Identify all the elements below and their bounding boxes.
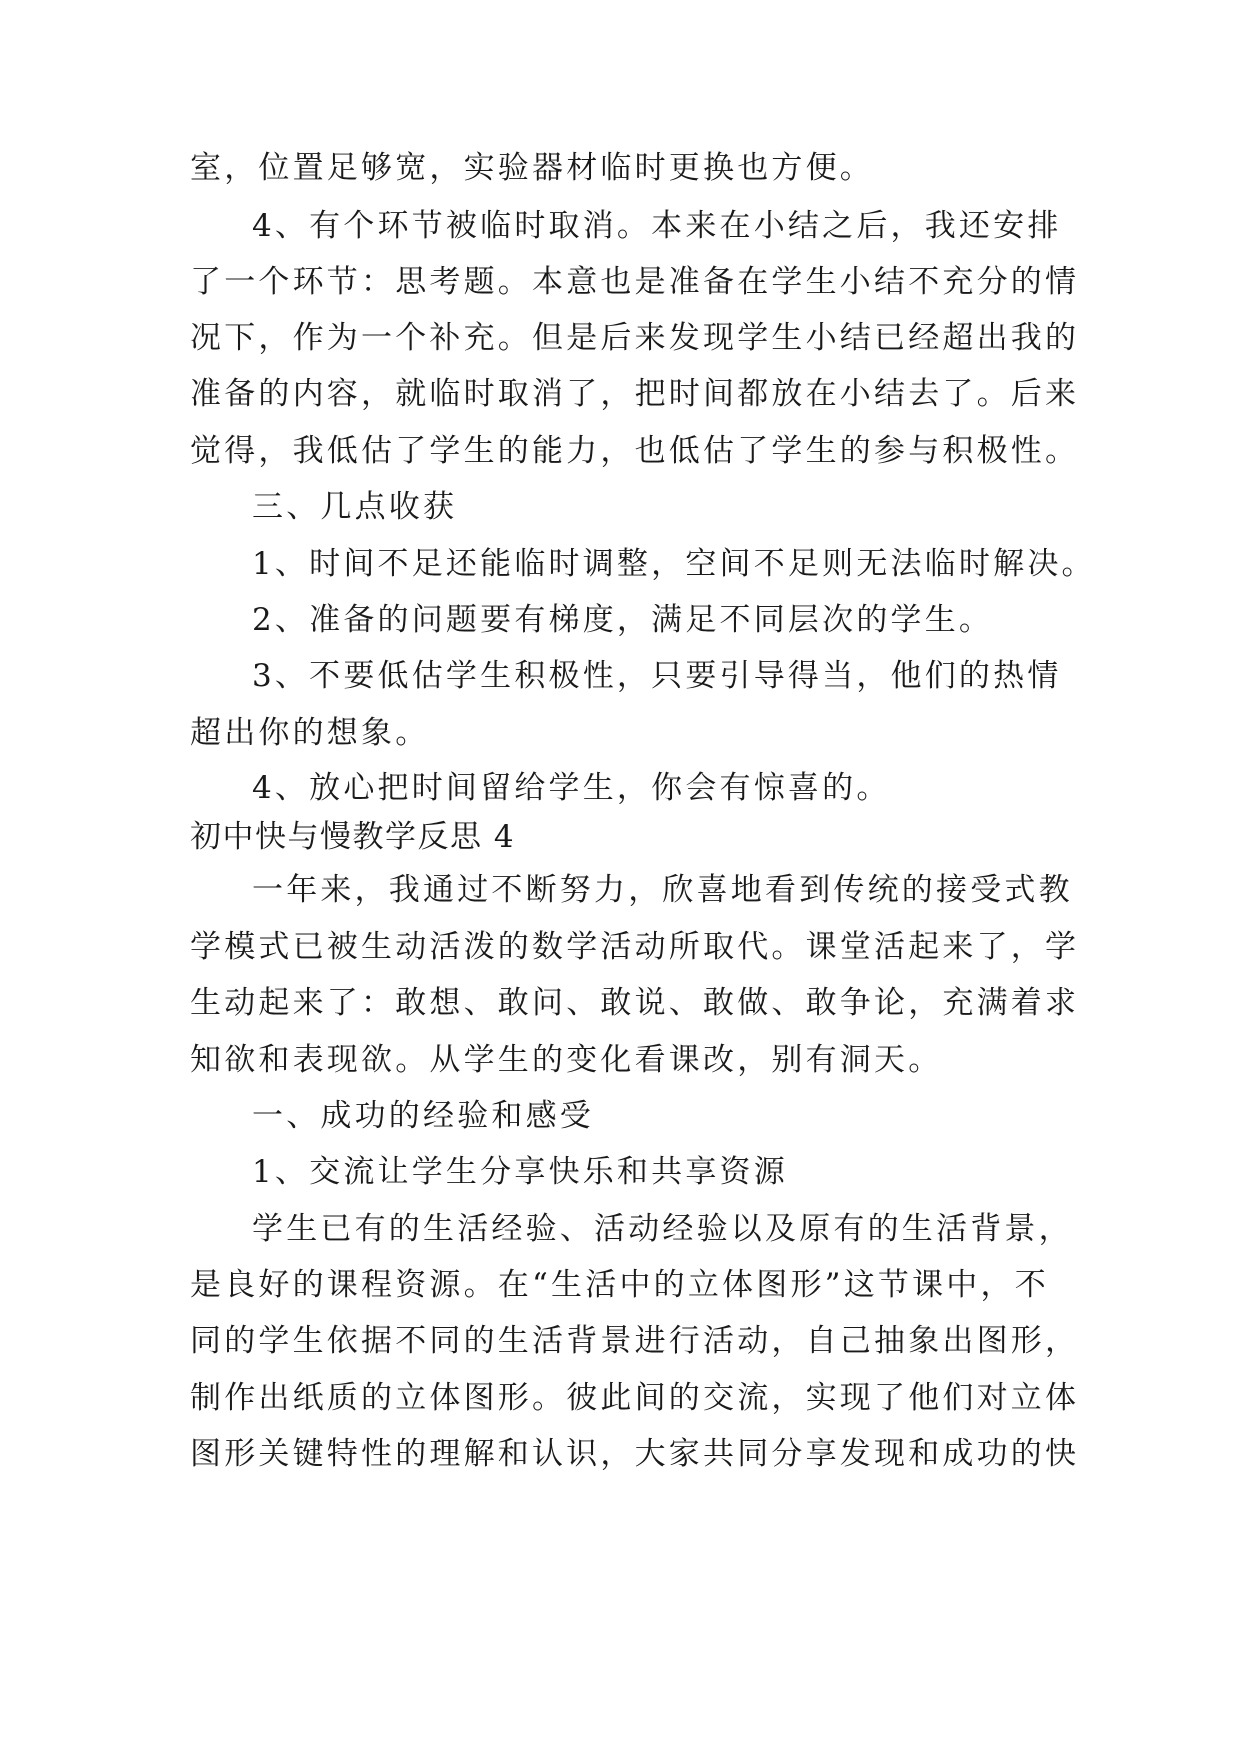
text-line: 生动起来了：敢想、敢问、敢说、敢做、敢争论，充满着求 — [190, 985, 1080, 1021]
text-line: 超出你的想象。 — [190, 715, 430, 751]
text-line: 4、有个环节被临时取消。本来在小结之后，我还安排 — [252, 208, 1062, 244]
text-line: 3、不要低估学生积极性，只要引导得当，他们的热情 — [252, 658, 1062, 694]
text-line: 是良好的课程资源。在“生活中的立体图形”这节课中，不 — [190, 1267, 1049, 1303]
text-line: 学模式已被生动活泼的数学活动所取代。课堂活起来了，学 — [190, 929, 1080, 965]
text-line: 室，位置足够宽，实验器材临时更换也方便。 — [190, 150, 874, 186]
text-line: 制作出纸质的立体图形。彼此间的交流，实现了他们对立体 — [190, 1380, 1080, 1416]
text-line: 了一个环节：思考题。本意也是准备在学生小结不充分的情 — [190, 264, 1080, 300]
text-line: 同的学生依据不同的生活背景进行活动，自己抽象出图形， — [190, 1323, 1080, 1359]
section-heading: 一、成功的经验和感受 — [252, 1098, 594, 1134]
section-heading: 三、几点收获 — [252, 489, 458, 525]
text-line: 一年来，我通过不断努力，欣喜地看到传统的接受式教 — [252, 872, 1073, 908]
text-line: 学生已有的生活经验、活动经验以及原有的生活背景， — [252, 1211, 1073, 1247]
text-line: 4、放心把时间留给学生，你会有惊喜的。 — [252, 770, 891, 806]
text-line: 1、时间不足还能临时调整，空间不足则无法临时解决。 — [252, 546, 1096, 582]
text-line: 准备的内容，就临时取消了，把时间都放在小结去了。后来 — [190, 376, 1080, 412]
text-line: 图形关键特性的理解和认识，大家共同分享发现和成功的快 — [190, 1436, 1080, 1472]
text-line: 2、准备的问题要有梯度，满足不同层次的学生。 — [252, 602, 994, 638]
text-line: 知欲和表现欲。从学生的变化看课改，别有洞天。 — [190, 1042, 943, 1078]
subsection-heading: 1、交流让学生分享快乐和共享资源 — [252, 1154, 788, 1190]
article-title: 初中快与慢教学反思 4 — [190, 819, 516, 855]
text-line: 况下，作为一个补充。但是后来发现学生小结已经超出我的 — [190, 320, 1080, 356]
text-line: 觉得，我低估了学生的能力，也低估了学生的参与积极性。 — [190, 433, 1080, 469]
